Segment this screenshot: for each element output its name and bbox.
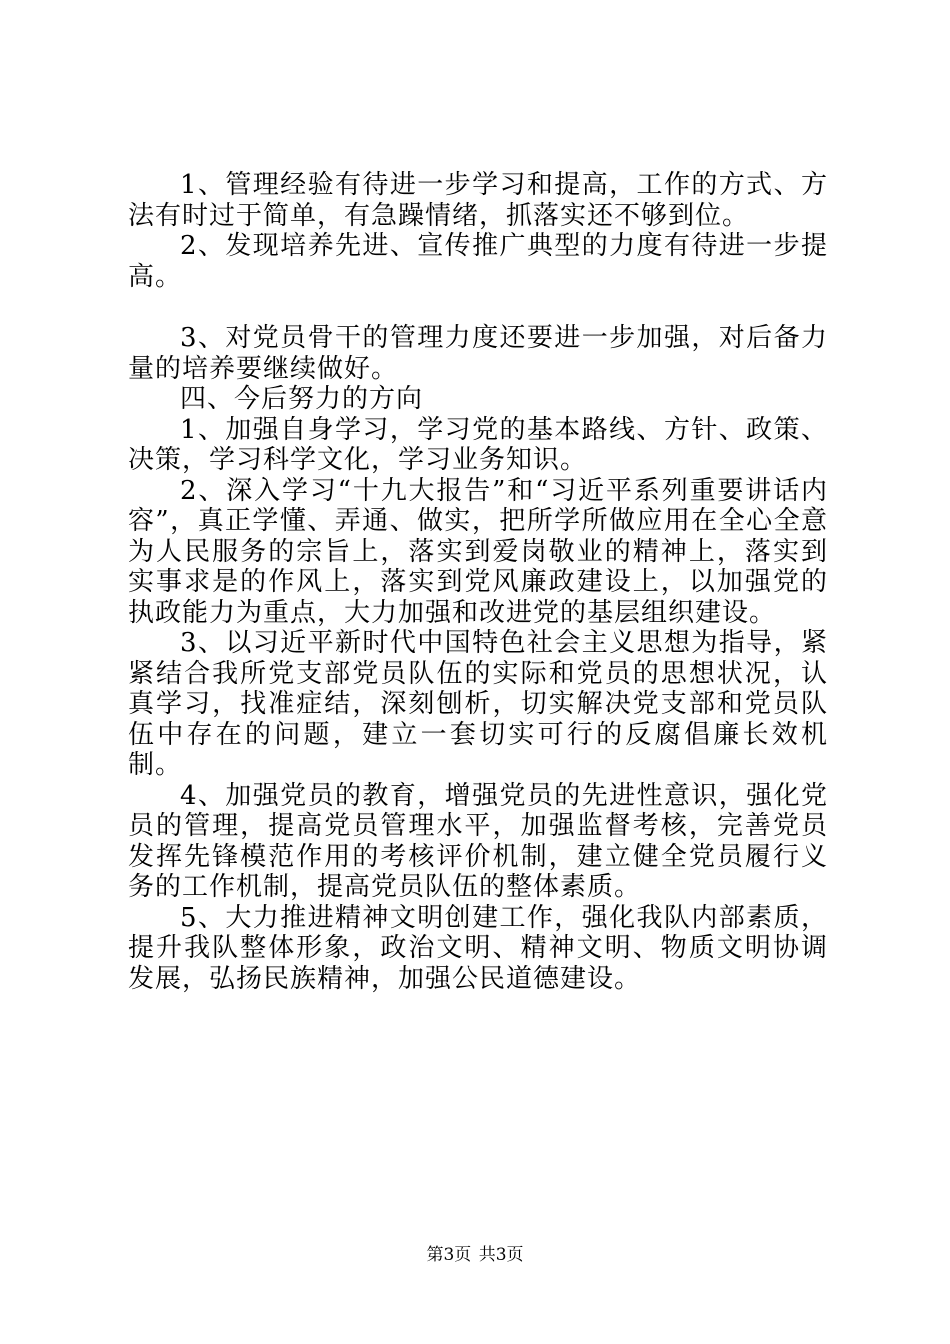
paragraph-6: 3、以习近平新时代中国特色社会主义思想为指导，紧紧结合我所党支部党员队伍的实际和党员的思想状况，认真学习，找准症结，深刻刨析，切实解决党支部和党员队伍中存在的问题，建立一套切实可行的反腐倡廉长效机制。	[128, 628, 828, 780]
page-total: 共3页	[478, 1245, 524, 1265]
paragraph-gap	[128, 292, 828, 323]
paragraph-3: 3、对党员骨干的管理力度还要进一步加强，对后备力量的培养要继续做好。	[128, 323, 828, 384]
paragraph-2: 2、发现培养先进、宣传推广典型的力度有待进一步提高。	[128, 231, 828, 292]
paragraph-1: 1、管理经验有待进一步学习和提高，工作的方式、方法有时过于简单，有急躁情绪，抓落实还不够到位。	[128, 170, 828, 231]
paragraph-7: 4、加强党员的教育，增强党员的先进性意识，强化党员的管理，提高党员管理水平，加强监督考核，完善党员发挥先锋模范作用的考核评价机制，建立健全党员履行义务的工作机制，提高党员队伍的整体素质。	[128, 780, 828, 902]
section-heading: 四、今后努力的方向	[180, 384, 424, 414]
page-footer	[0, 1244, 950, 1266]
page-number: 第3页	[426, 1245, 472, 1265]
paragraph-5: 2、深入学习“十九大报告”和“习近平系列重要讲话内容”，真正学懂、弄通、做实，把所学所做应用在全心全意为人民服务的宗旨上，落实到爱岗敬业的精神上，落实到实事求是的作风上，落实到党风廉政建设上，以加强党的执政能力为重点，大力加强和改进党的基层组织建设。	[128, 475, 828, 628]
paragraph-8: 5、大力推进精神文明创建工作，强化我队内部素质，提升我队整体形象，政治文明、精神文明、物质文明协调发展，弘扬民族精神，加强公民道德建设。	[128, 902, 828, 994]
paragraph-4: 1、加强自身学习，学习党的基本路线、方针、政策、决策，学习科学文化，学习业务知识。	[128, 414, 828, 475]
document-body	[128, 170, 828, 994]
